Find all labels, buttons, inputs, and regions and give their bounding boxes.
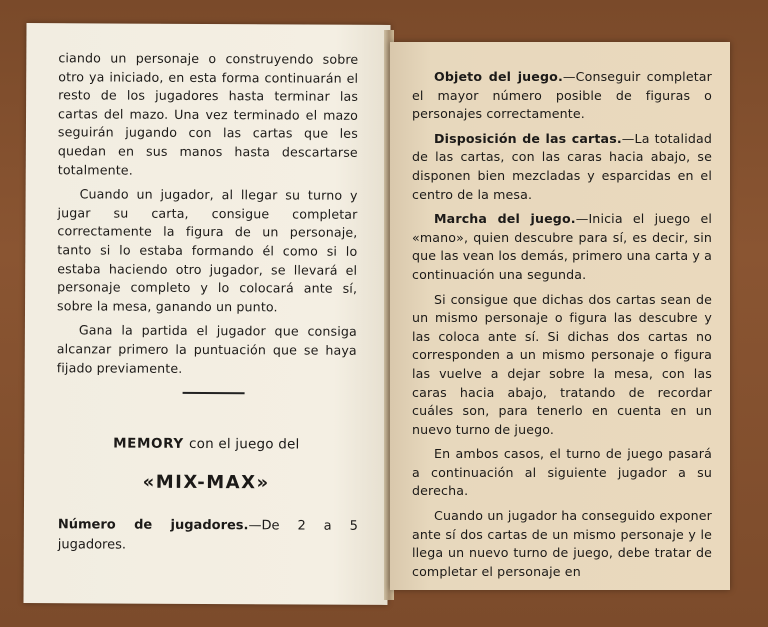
memory-suffix: con el juego del [189,435,300,453]
left-page [23,23,390,605]
players-heading: Número de jugadores. [57,517,249,534]
paragraph-exposed-cards: Cuando un jugador ha conseguido exponer ante sí dos cartas de un mismo personaje y le llega un nuevo turno de juego, debe tratar de completar el personaje en [412,508,712,579]
paragraph-winning: Gana la partida el jugador que consiga alcanzar primero la puntuación que se haya fijado previamente. [56,322,357,376]
divider [183,392,245,394]
left-page-text [57,49,359,379]
gameplay-text: —Inicia el juego el «mano», quien descubre para sí, es decir, sin que las vean los demás, primero una carta y a continuación una segunda. [412,211,712,282]
gameplay-section [412,210,712,284]
game-name: «MIX-MAX» [142,471,270,494]
right-page-text [412,68,712,581]
players-section [58,515,358,557]
paragraph-completing-figure: Cuando un jugador, al llegar su turno y jugar su carta, consigue completar correctamente la figura de un personaje, tanto si lo estaba formando él como si lo estaba haciendo otro jugador, se llevará el personaje completo y lo colocará ante sí, sobre la mesa, ganando un punto. [57,186,358,315]
arrangement-text: —La totalidad de las cartas, con las caras hacia abajo, se disponen bien mezcladas y esparcidas en el centro de la mesa. [412,130,712,202]
memory-title: MEMORY [113,435,184,452]
paragraph-match: Si consigue que dichas dos cartas sean de un mismo personaje o figura las descubre y las coloca ante sí. Si dichas dos cartas no corresponden a un mismo personaje o figura las vuelve a dejar sobre la mesa, con las caras hacia abajo, tratando de recordar cuáles son, para tenerlo en cuenta en un nuevo turno de juego. [412,291,712,437]
paragraph-continuation: ciando un personaje o construyendo sobre otro ya iniciado, en esta forma continuarán el resto de los jugadores hasta terminar las cartas del mazo. Una vez terminado el mazo seguirán jugando con las cartas que les quedan en sus manos hasta descartarse totalmente. [57,50,359,178]
objective-heading: Objeto del juego. [434,69,563,84]
arrangement-heading: Disposición de las cartas. [434,130,622,146]
players-text: —De 2 a 5 jugadores. [57,518,358,553]
gameplay-heading: Marcha del juego. [434,211,576,227]
right-page [390,42,730,590]
arrangement-section [412,130,712,204]
paragraph-both-cases: En ambos casos, el turno de juego pasará a continuación al siguiente jugador a su derecha. [412,446,712,499]
memory-heading [24,435,388,453]
objective-section [412,68,712,124]
objective-text: —Conseguir completar el mayor número posible de figuras o personajes correctamente. [412,69,713,122]
